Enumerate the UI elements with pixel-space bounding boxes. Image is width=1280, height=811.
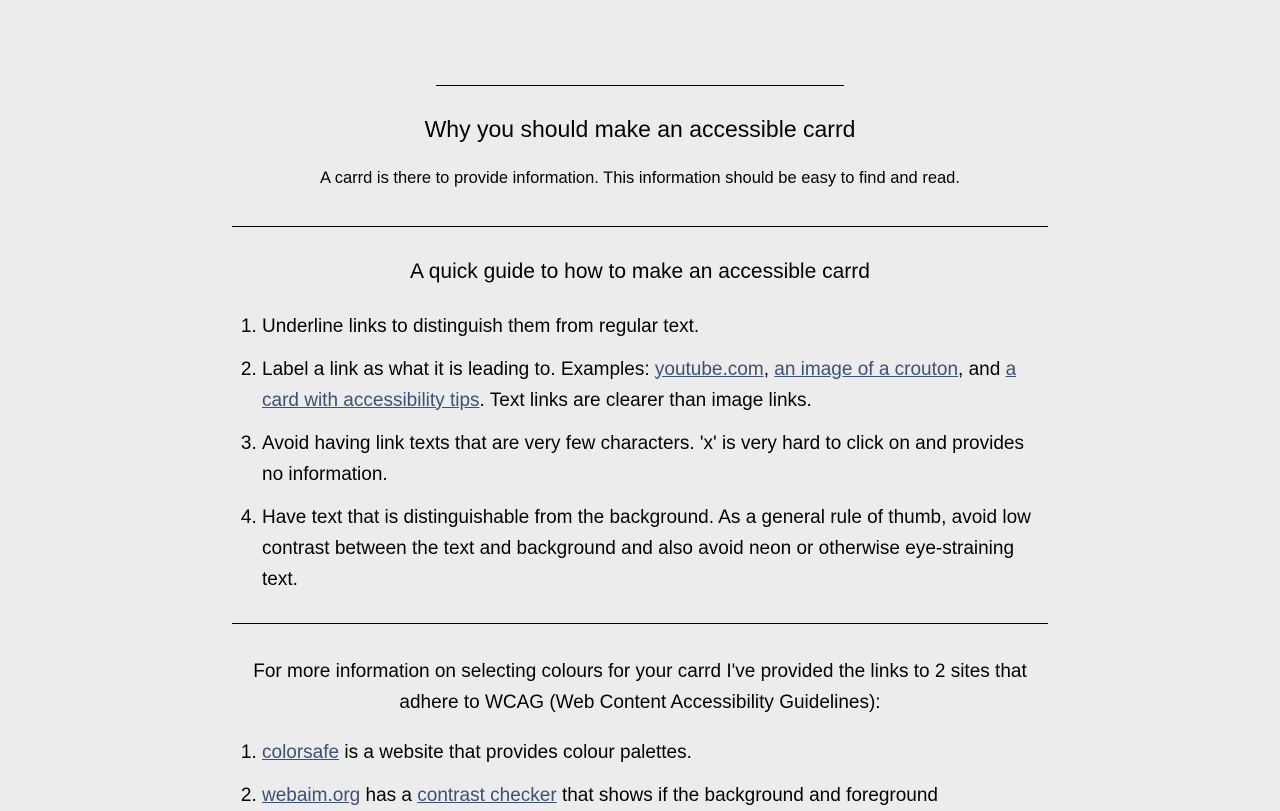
text-segment: Label a link as what it is leading to. Examples: [262, 358, 655, 380]
list-item [262, 502, 1048, 595]
text-segment: is a website that provides colour palettes. [339, 741, 692, 763]
colorsafe-link[interactable]: colorsafe [262, 741, 340, 763]
text-segment: Avoid having link texts that are very few characters. 'x' is very hard to click on and provides no information. [262, 432, 1024, 485]
list-item [262, 354, 1048, 416]
top-divider [436, 85, 844, 86]
youtube-link[interactable]: youtube.com [654, 358, 764, 380]
contrast-checker-link[interactable]: contrast checker [417, 784, 557, 806]
page-title: Why you should make an accessible carrd [424, 116, 856, 142]
text-segment: , and [958, 358, 1006, 380]
section-divider [232, 226, 1048, 227]
page-content [232, 0, 1048, 811]
resources-intro: For more information on selecting colours for your carrd I've provided the links to 2 sites that adhere to WCAG (Web Content Accessibility Guidelines): [253, 660, 1027, 713]
list-item [262, 737, 1048, 768]
text-segment: that shows if the background and foreground [556, 784, 938, 806]
list-item [262, 780, 1048, 811]
text-segment: Underline links to distinguish them from regular text. [262, 315, 700, 337]
guide-list [232, 311, 1048, 595]
crouton-image-link[interactable]: an image of a crouton [774, 358, 959, 380]
text-segment: has a [360, 784, 418, 806]
guide-heading: A quick guide to how to make an accessible carrd [410, 260, 870, 284]
webaim-link[interactable]: webaim.org [262, 784, 361, 806]
list-item [262, 311, 1048, 342]
text-segment: Have text that is distinguishable from the background. As a general rule of thumb, avoid low contrast between the text and background and also avoid neon or otherwise eye-straining text. [262, 506, 1031, 590]
section-divider [232, 623, 1048, 624]
list-item [262, 428, 1048, 490]
page-subtitle: A carrd is there to provide information. This information should be easy to find and read. [320, 168, 960, 187]
accessibility-tips-card-link[interactable]: a card with accessibility tips [262, 358, 1017, 411]
text-segment: . Text links are clearer than image links. [479, 389, 812, 411]
text-segment: , [763, 358, 775, 380]
